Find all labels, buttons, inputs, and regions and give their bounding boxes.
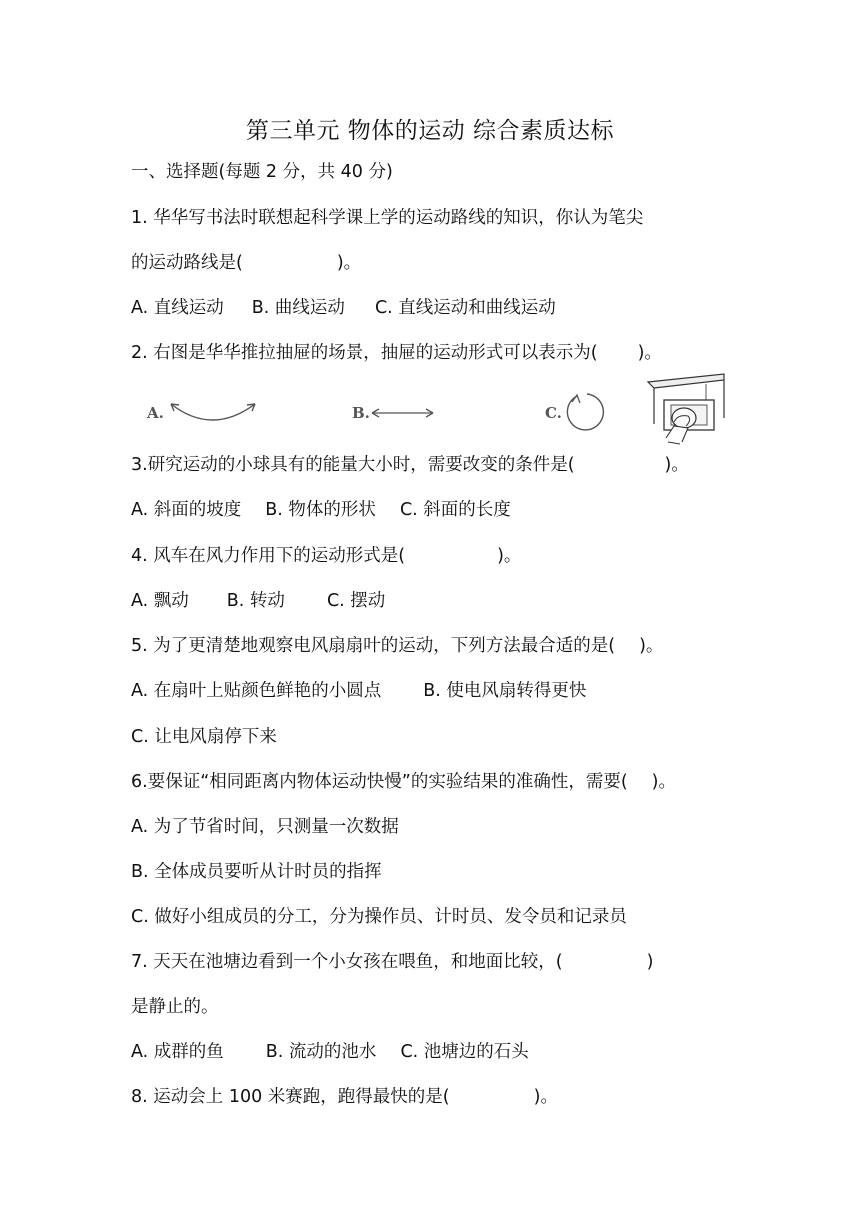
- question-2-text: 2. 右图是华华推拉抽屉的场景，抽屉的运动形式可以表示为(: [131, 343, 598, 363]
- question-4-options: [131, 589, 385, 613]
- question-2-stem: [131, 341, 662, 365]
- option-b[interactable]: B. 转动: [226, 591, 285, 611]
- figure-label-b: B.: [352, 404, 370, 422]
- option-c[interactable]: C. 斜面的长度: [399, 500, 511, 520]
- question-4-stem: [131, 544, 521, 568]
- question-4-text: 4. 风车在风力作用下的运动形式是(: [131, 546, 406, 566]
- question-7-line-2: 是静止的。: [131, 997, 219, 1017]
- option-c[interactable]: C. 摆动: [326, 591, 386, 611]
- question-2-close: )。: [637, 343, 662, 363]
- question-5-close: )。: [639, 636, 664, 656]
- option-c[interactable]: C. 池塘边的石头: [400, 1042, 529, 1062]
- option-b[interactable]: B. 使电风扇转得更快: [423, 681, 587, 701]
- page-title: 第三单元 物体的运动 综合素质达标: [245, 118, 615, 144]
- question-7-line-1: [131, 950, 653, 974]
- question-5-options-row-2: [131, 725, 277, 749]
- question-6-option-a[interactable]: A. 为了节省时间，只测量一次数据: [131, 817, 399, 837]
- question-3-text: 3.研究运动的小球具有的能量大小时，需要改变的条件是(: [131, 455, 575, 475]
- question-3-stem: [131, 453, 689, 477]
- question-8-text: 8. 运动会上 100 米赛跑，跑得最快的是(: [131, 1087, 450, 1107]
- question-5-options-row-1: [131, 679, 586, 703]
- question-8-close: )。: [533, 1087, 558, 1107]
- option-a[interactable]: A. 斜面的坡度: [131, 500, 242, 520]
- circular-arrow-figure: [563, 390, 611, 436]
- double-arrow-figure: [370, 406, 436, 420]
- question-5-stem: [131, 634, 663, 658]
- question-6-close: )。: [651, 772, 676, 792]
- drawer-illustration: [644, 372, 728, 450]
- curved-arrow-figure: [166, 396, 262, 428]
- figure-label-c: C.: [545, 404, 562, 422]
- option-b[interactable]: B. 流动的池水: [265, 1042, 377, 1062]
- question-1-close: )。: [336, 253, 362, 273]
- question-6-stem: [131, 770, 676, 794]
- option-c[interactable]: C. 让电风扇停下来: [131, 727, 277, 747]
- option-a[interactable]: A. 飘动: [131, 591, 189, 611]
- section-heading: 一、选择题(每题 2 分，共 40 分): [131, 162, 393, 182]
- option-a[interactable]: A. 直线运动: [131, 298, 224, 318]
- question-8-stem: [131, 1085, 558, 1109]
- question-3-close: )。: [664, 455, 689, 475]
- option-b[interactable]: B. 曲线运动: [251, 298, 345, 318]
- question-3-options: [131, 498, 511, 522]
- figure-label-a: A.: [147, 404, 164, 422]
- question-6-option-b[interactable]: B. 全体成员要听从计时员的指挥: [131, 862, 382, 882]
- question-7-options: [131, 1040, 529, 1064]
- option-a[interactable]: A. 在扇叶上贴颜色鲜艳的小圆点: [131, 681, 382, 701]
- question-1-options: [131, 296, 556, 320]
- question-1-stem-end: 的运动路线是(: [131, 253, 243, 273]
- question-7-close: ): [646, 952, 654, 972]
- option-b[interactable]: B. 物体的形状: [265, 500, 376, 520]
- question-6-option-c[interactable]: C. 做好小组成员的分工，分为操作员、计时员、发令员和记录员: [131, 907, 627, 927]
- question-6-text: 6.要保证“相同距离内物体运动快慢”的实验结果的准确性，需要(: [131, 772, 628, 792]
- question-5-text: 5. 为了更清楚地观察电风扇扇叶的运动，下列方法最合适的是(: [131, 636, 616, 656]
- question-1-line-1: 1. 华华写书法时联想起科学课上学的运动路线的知识，你认为笔尖: [131, 208, 644, 228]
- question-7-text: 7. 天天在池塘边看到一个小女孩在喂鱼，和地面比较，(: [131, 952, 563, 972]
- option-a[interactable]: A. 成群的鱼: [131, 1042, 224, 1062]
- option-c[interactable]: C. 直线运动和曲线运动: [374, 298, 556, 318]
- question-4-close: )。: [497, 546, 522, 566]
- question-1-line-2: [131, 251, 361, 275]
